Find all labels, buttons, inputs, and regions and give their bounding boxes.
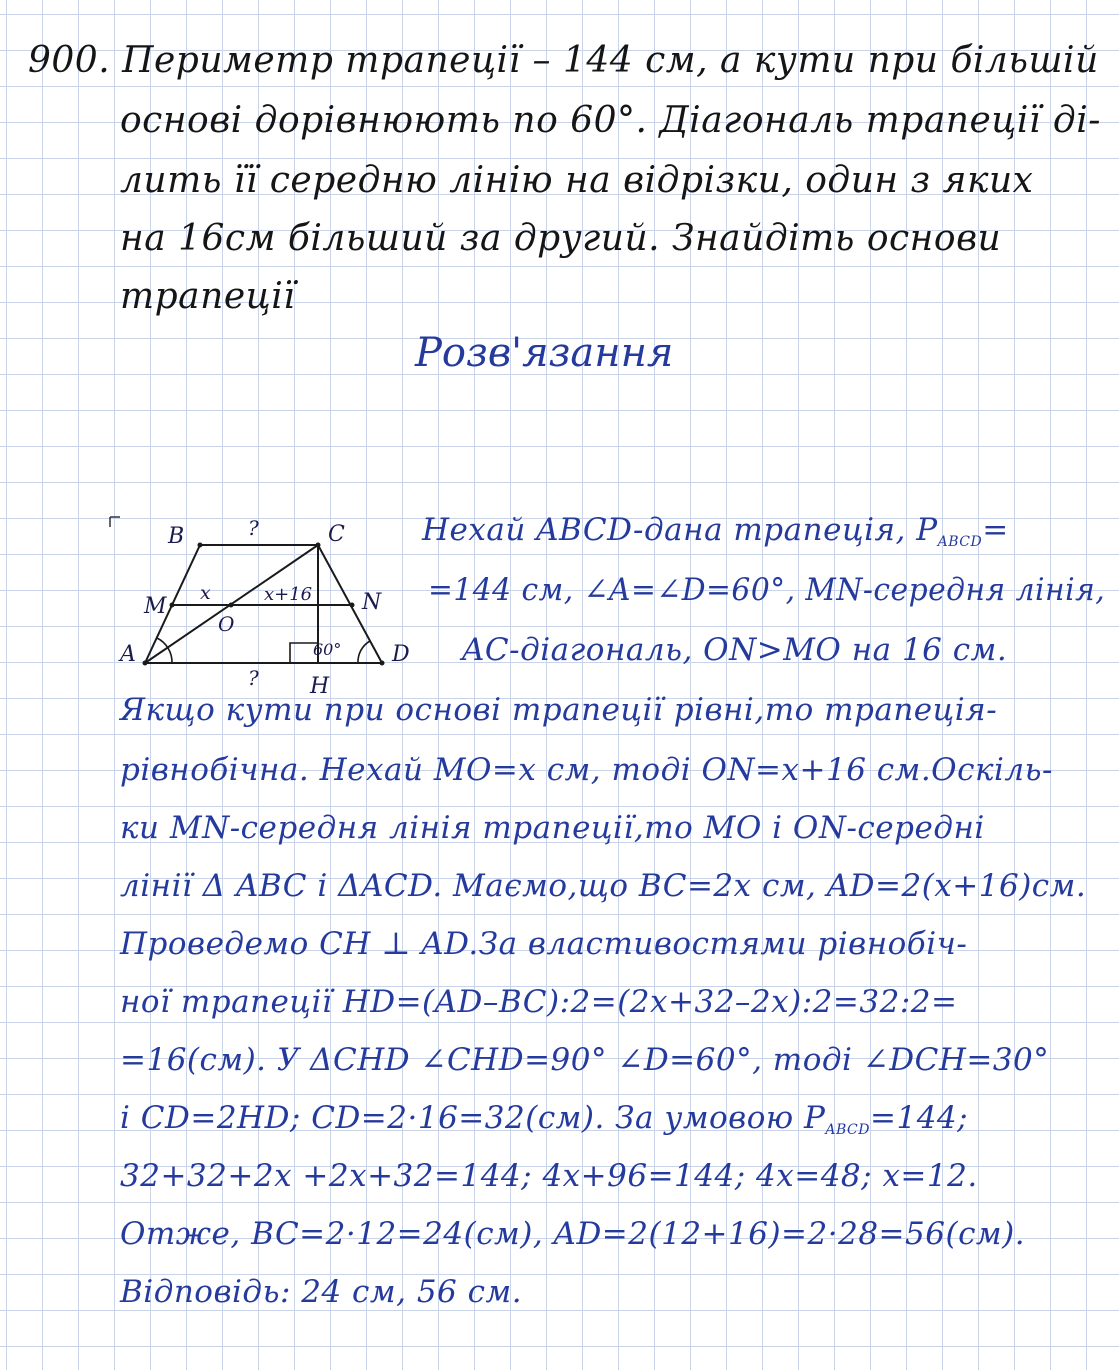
problem-line: основі дорівнюють по 60°. Діагональ трапеції ді- (120, 100, 1101, 141)
label-q-bottom: ? (248, 666, 259, 690)
problem-line: на 16см більший за другий. Знайдіть основи (120, 218, 1002, 259)
trapezoid-diagram (100, 505, 420, 705)
solution-line: Нехай ABCD-дана трапеція, $P_{ABCD}=$ (422, 512, 1009, 550)
label-n: N (362, 590, 382, 615)
label-m: M (144, 594, 167, 619)
corner-mark (110, 517, 120, 527)
label-h: H (310, 674, 330, 699)
label-q-top: ? (248, 516, 259, 540)
label-c: C (328, 522, 345, 547)
solution-line: Отже, BC=2·12=24(см), AD=2(12+16)=2·28=56(см). (120, 1216, 1026, 1252)
solution-line: лінії Δ ABC і ΔACD. Маємо,що BC=2x см, AD=2(x+16)см. (120, 868, 1087, 904)
solution-heading: Розв'язання (415, 330, 674, 376)
label-o: O (218, 612, 235, 636)
label-d: D (392, 642, 410, 667)
solution-line: =144 см, ∠A=∠D=60°, MN-середня лінія, (428, 572, 1106, 608)
solution-line: ки MN-середня лінія трапеції,то MO і ON-середні (120, 810, 985, 846)
problem-line: лить її середню лінію на відрізки, один з яких (120, 160, 1034, 201)
perimeter-subscript: ABCD (937, 534, 983, 550)
label-angle-60: 60° (313, 640, 342, 659)
problem-line: трапеції (120, 276, 296, 317)
solution-line: ної трапеції HD=(AD–BC):2=(2x+32–2x):2=32:2= (120, 984, 958, 1020)
solution-line: і CD=2HD; CD=2·16=32(см). За умовою $P_{ABCD}=144$; (120, 1100, 969, 1138)
solution-line: =16(см). У ΔCHD ∠CHD=90° ∠D=60°, тоді ∠DCH=30° (120, 1042, 1050, 1078)
label-b: B (168, 524, 185, 549)
solution-line: AC-діагональ, ON>MO на 16 см. (462, 632, 1008, 668)
solution-line: рівнобічна. Нехай MO=x см, тоді ON=x+16 см.Оскіль- (120, 752, 1053, 788)
solution-line: Якщо кути при основі трапеції рівні,то трапеція- (120, 692, 998, 728)
label-a: A (120, 642, 136, 667)
problem-line: 900. Периметр трапеції – 144 см, а кути при більшій (28, 40, 1099, 81)
solution-line: 32+32+2x +2x+32=144; 4x+96=144; 4x=48; x=12. (120, 1158, 978, 1194)
perimeter-subscript: ABCD (825, 1122, 870, 1138)
solution-line: Проведемо CH ⊥ AD.За властивостями рівнобіч- (120, 926, 968, 962)
label-x: x (200, 582, 211, 604)
angle-d-arc (358, 641, 370, 663)
answer-line: Відповідь: 24 см, 56 см. (120, 1274, 523, 1310)
label-x16: x+16 (264, 584, 313, 605)
